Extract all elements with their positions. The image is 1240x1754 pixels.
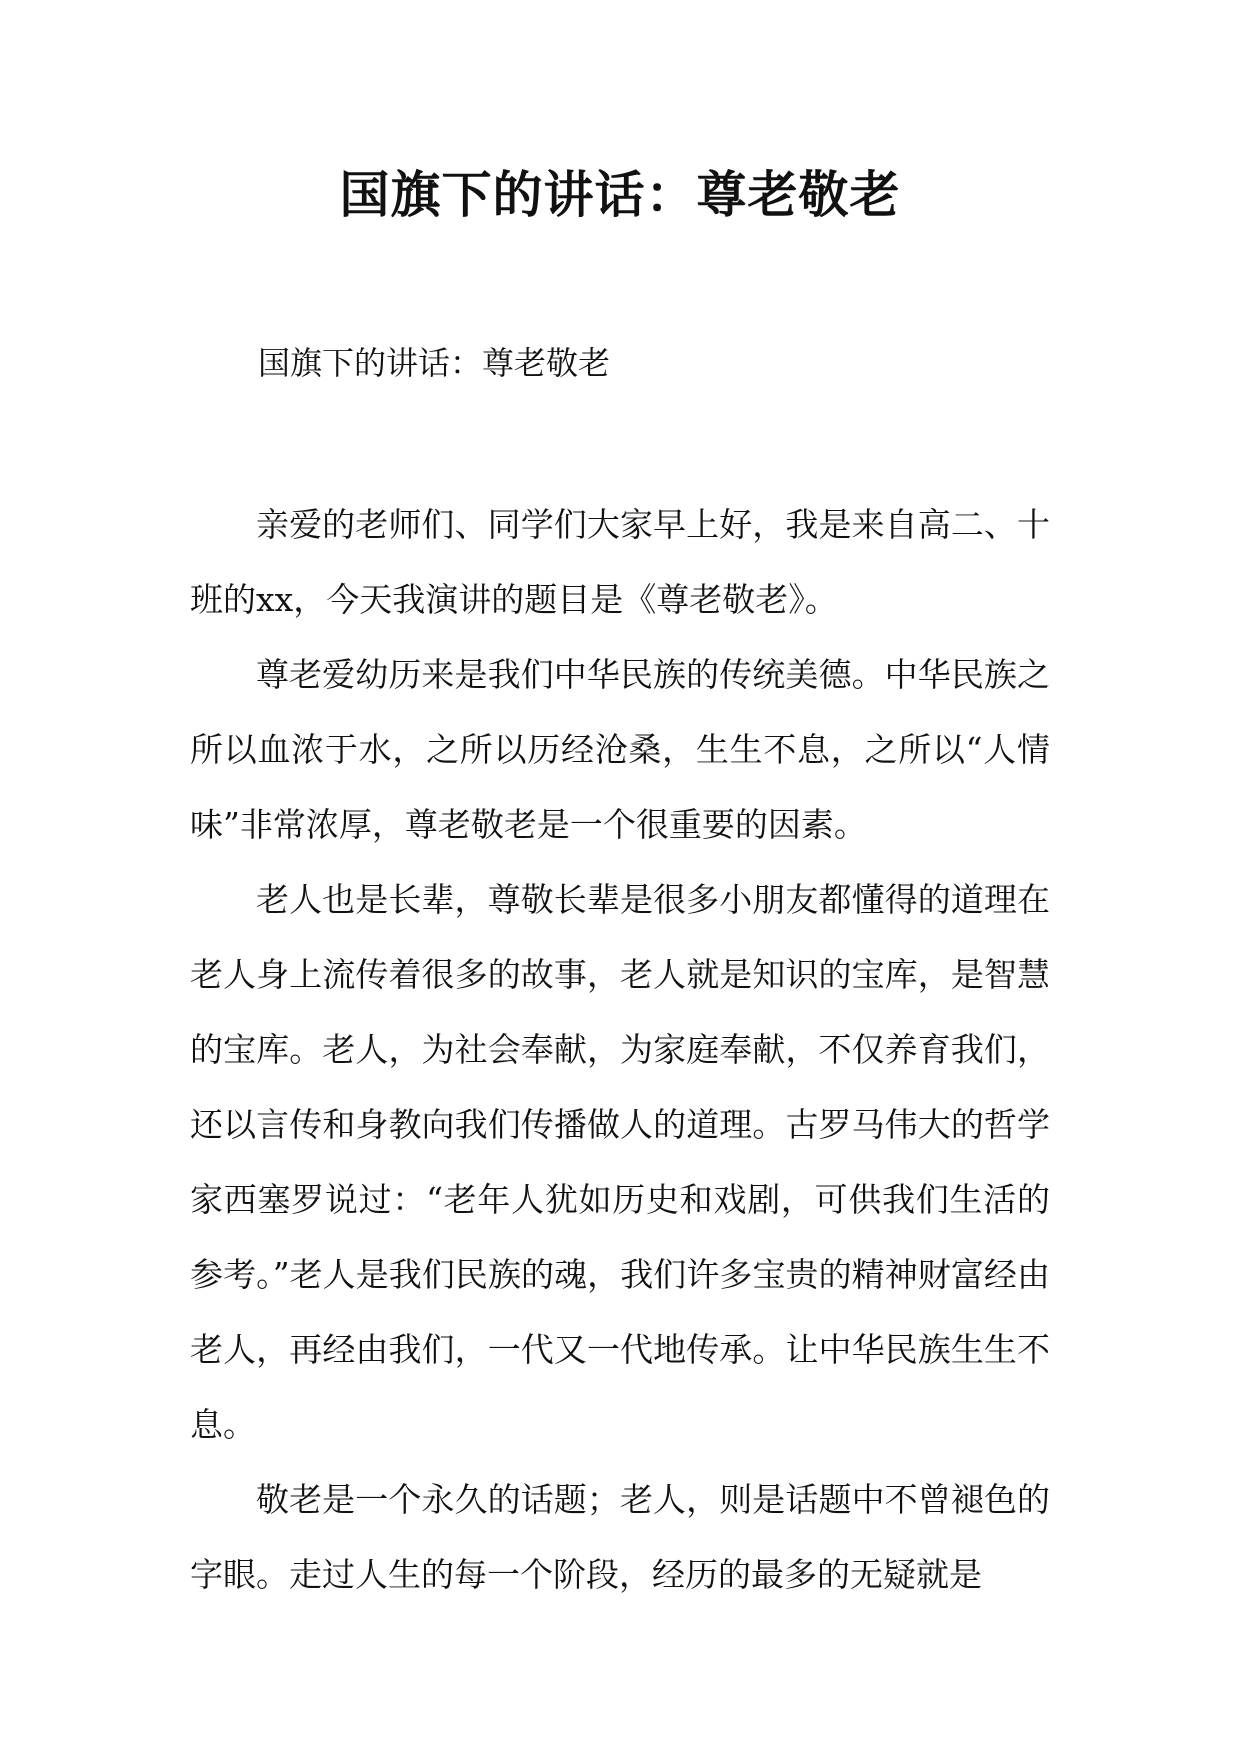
document-body (190, 487, 1050, 1612)
paragraph-tradition: 尊老爱幼历来是我们中华民族的传统美德。中华民族之所以血浓于水，之所以历经沧桑，生生不息，之所以“人情味”非常浓厚，尊老敬老是一个很重要的因素。 (190, 655, 1050, 844)
paragraph-respect: 敬老是一个永久的话题；老人，则是话题中不曾褪色的字眼。走过人生的每一个阶段，经历的最多的无疑就是 (190, 1480, 1050, 1594)
paragraph-elders: 老人也是长辈，尊敬长辈是很多小朋友都懂得的道理在老人身上流传着很多的故事，老人就是知识的宝库，是智慧的宝库。老人，为社会奉献，为家庭奉献，不仅养育我们，还以言传和身教向我们传播做人的道理。古罗马伟大的哲学家西塞罗说过：“老年人犹如历史和戏剧，可供我们生活的参考。”老人是我们民族的魂，我们许多宝贵的精神财富经由老人，再经由我们，一代又一代地传承。让中华民族生生不息。 (190, 880, 1050, 1444)
paragraph-greeting: 亲爱的老师们、同学们大家早上好，我是来自高二、十班的xx，今天我演讲的题目是《尊老敬老》。 (190, 505, 1050, 619)
document-title: 国旗下的讲话：尊老敬老 (339, 165, 901, 224)
document-subtitle: 国旗下的讲话：尊老敬老 (258, 344, 611, 382)
